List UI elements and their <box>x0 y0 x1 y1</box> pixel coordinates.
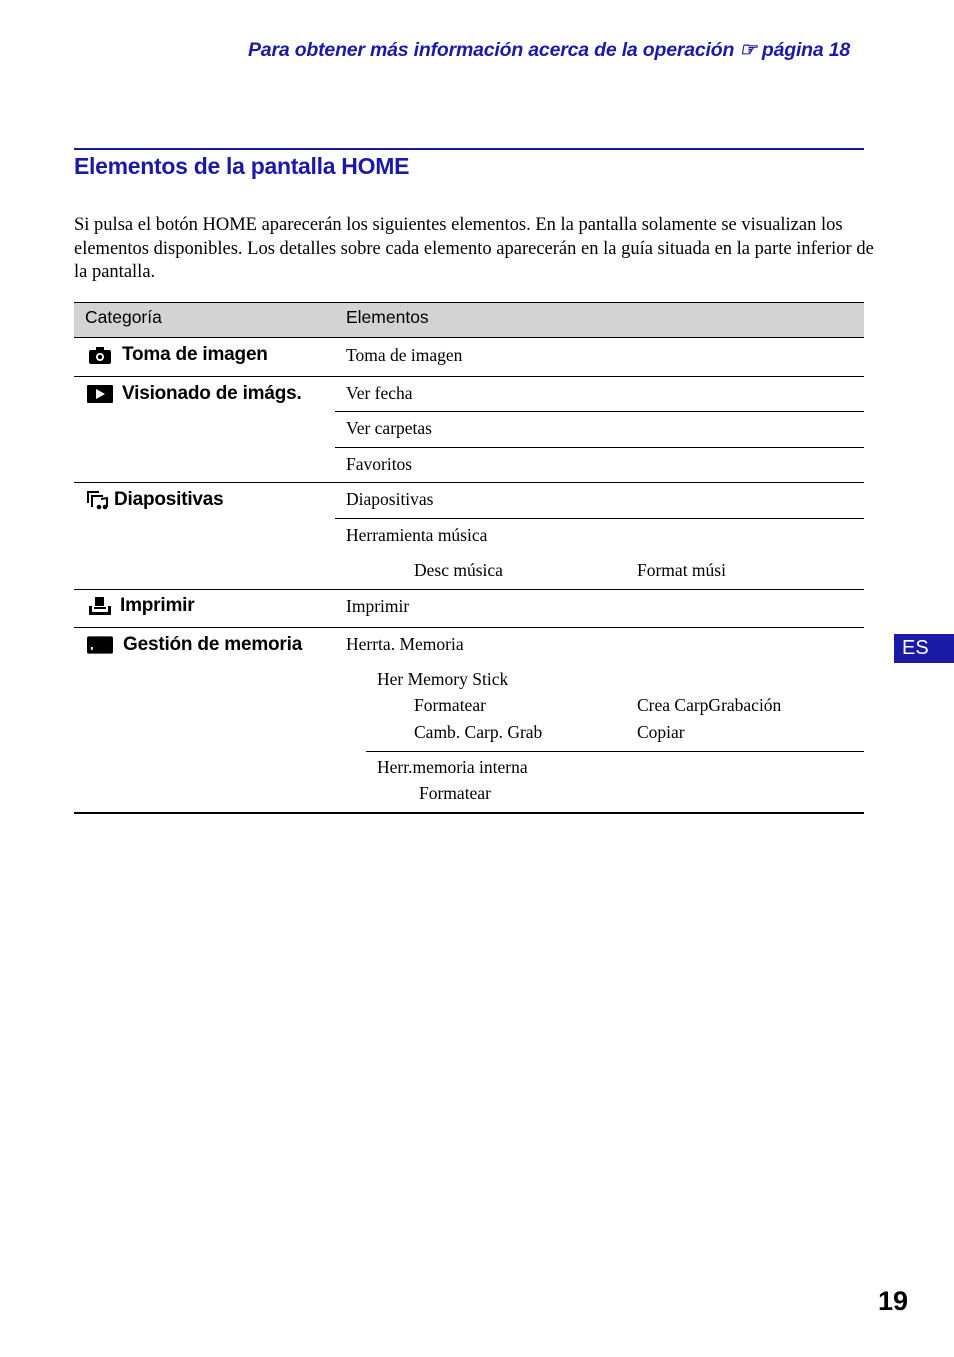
category-label: Visionado de imágs. <box>122 383 302 404</box>
item-toma-de-imagen: Toma de imagen <box>346 345 463 365</box>
row-divider <box>74 376 864 377</box>
item-diapositivas: Diapositivas <box>346 489 434 509</box>
item-herr-memoria-interna: Herr.memoria interna <box>377 757 528 777</box>
category-visionado <box>87 383 302 405</box>
playback-icon <box>87 384 113 404</box>
row-divider <box>366 751 864 752</box>
header-reference-link[interactable]: Para obtener más información acerca de la operación ☞ página 18 <box>248 39 851 61</box>
category-label: Diapositivas <box>114 489 224 510</box>
column-header-elementos: Elementos <box>346 307 429 327</box>
item-ver-carpetas: Ver carpetas <box>346 418 432 438</box>
table-bottom-rule <box>74 812 864 814</box>
column-header-categoria: Categoría <box>85 307 162 327</box>
memory-card-icon <box>87 635 113 655</box>
section-title: Elementos de la pantalla HOME <box>74 153 410 179</box>
item-copiar: Copiar <box>637 722 685 742</box>
item-formatear-interna: Formatear <box>419 783 491 803</box>
row-divider <box>74 589 864 590</box>
item-ver-fecha: Ver fecha <box>346 383 413 403</box>
item-imprimir: Imprimir <box>346 596 410 616</box>
slideshow-music-icon <box>84 490 110 510</box>
item-format-musi: Format músi <box>637 560 726 580</box>
section-rule <box>74 148 864 150</box>
camera-icon <box>87 345 113 365</box>
category-gestion-memoria <box>87 634 302 656</box>
item-her-memory-stick: Her Memory Stick <box>377 669 509 689</box>
row-divider <box>74 627 864 628</box>
table-header-row <box>74 302 864 338</box>
row-divider <box>335 411 864 412</box>
item-favoritos: Favoritos <box>346 454 413 474</box>
intro-paragraph: Si pulsa el botón HOME aparecerán los siguientes elementos. En la pantalla solamente se visualizan los elementos disponibles. Los detalles sobre cada elemento aparecerán en la guía situada en la parte inferior de la pantalla. <box>74 215 874 282</box>
language-tab: ES <box>894 634 954 663</box>
category-label: Imprimir <box>120 595 195 616</box>
row-divider <box>74 482 864 483</box>
category-label: Gestión de memoria <box>123 634 303 655</box>
category-label: Toma de imagen <box>122 344 268 365</box>
item-crea-carpgrabacion: Crea CarpGrabación <box>637 695 782 715</box>
page-number: 19 <box>878 1286 909 1316</box>
category-imprimir <box>87 595 194 617</box>
row-divider <box>335 447 864 448</box>
item-formatear: Formatear <box>414 695 486 715</box>
printer-icon <box>87 596 113 616</box>
item-herramienta-musica: Herramienta música <box>346 525 488 545</box>
item-herrta-memoria: Herrta. Memoria <box>346 634 464 654</box>
item-camb-carp-grab: Camb. Carp. Grab <box>414 722 543 742</box>
row-divider <box>335 518 864 519</box>
item-desc-musica: Desc música <box>414 560 503 580</box>
category-diapositivas <box>84 489 224 511</box>
category-toma-de-imagen <box>87 344 268 366</box>
